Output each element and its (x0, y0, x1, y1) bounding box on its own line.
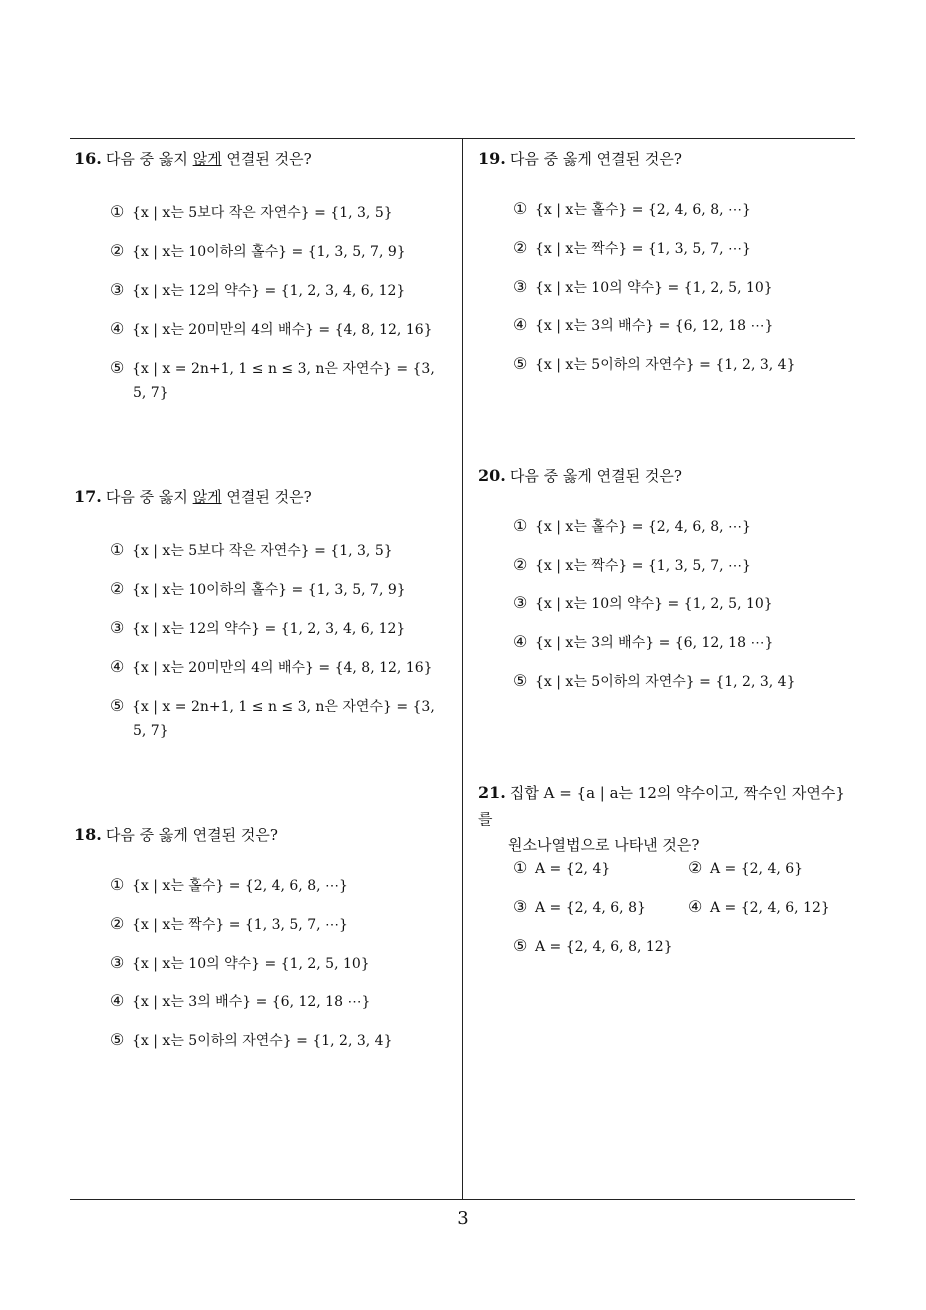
choice-text: {x | x는 홀수} = {2, 4, 6, 8, ⋯} (535, 519, 751, 535)
choice-mark: ④ (110, 319, 125, 338)
q20-choice-5[interactable] (513, 669, 795, 694)
choice-text: {x | x = 2n+1, 1 ≤ n ≤ 3, n은 자연수} = {3, (132, 699, 435, 715)
choice-text: {x | x는 짝수} = {1, 3, 5, 7, ⋯} (132, 917, 348, 933)
choice-mark: ⑤ (110, 1030, 125, 1049)
q21-choice-5[interactable] (513, 934, 673, 959)
choice-mark: ③ (513, 277, 528, 296)
choice-mark: ③ (110, 953, 125, 972)
choice-text: A = {2, 4} (535, 861, 611, 877)
question-19-header (478, 147, 682, 171)
choice-mark: ⑤ (513, 936, 528, 955)
choice-mark: ③ (110, 280, 125, 299)
choice-text: A = {2, 4, 6, 12} (710, 900, 830, 916)
choice-text: {x | x는 5이하의 자연수} = {1, 2, 3, 4} (535, 674, 796, 690)
choice-mark: ② (688, 858, 703, 877)
page-number: 3 (457, 1208, 469, 1229)
choice-text: A = {2, 4, 6} (710, 861, 804, 877)
choice-mark: ⑤ (110, 358, 125, 377)
q17-choice-1[interactable] (110, 538, 393, 563)
q20-choice-3[interactable] (513, 591, 773, 616)
question-number: 20. (478, 466, 506, 485)
choice-text: {x | x는 짝수} = {1, 3, 5, 7, ⋯} (535, 558, 751, 574)
q17-choice-5-continued: 5, 7} (133, 723, 169, 739)
question-21-header (478, 780, 858, 858)
choice-text: {x | x는 12의 약수} = {1, 2, 3, 4, 6, 12} (132, 283, 406, 299)
choice-mark: ② (110, 241, 125, 260)
q17-choice-2[interactable] (110, 577, 406, 602)
q21-choice-1[interactable] (513, 856, 610, 881)
choice-text: {x | x는 홀수} = {2, 4, 6, 8, ⋯} (535, 202, 751, 218)
question-number: 21. (478, 783, 506, 802)
q18-choice-5[interactable] (110, 1028, 392, 1053)
question-text: 다음 중 옳지 (105, 150, 193, 168)
choice-text: {x | x는 20미만의 4의 배수} = {4, 8, 12, 16} (132, 322, 433, 338)
question-text-line2: 원소나열법으로 나타낸 것은? (508, 836, 700, 854)
choice-text: {x | x는 짝수} = {1, 3, 5, 7, ⋯} (535, 241, 751, 257)
q16-choice-4[interactable] (110, 317, 433, 342)
q21-choice-2[interactable] (688, 856, 803, 881)
q21-choice-3[interactable] (513, 895, 646, 920)
q20-choice-4[interactable] (513, 630, 773, 655)
question-text: 연결된 것은? (221, 488, 312, 506)
choice-mark: ④ (513, 315, 528, 334)
question-number: 16. (74, 149, 102, 168)
question-text: 연결된 것은? (221, 150, 312, 168)
choice-mark: ④ (688, 897, 703, 916)
question-text: 다음 중 옳게 연결된 것은? (105, 826, 278, 844)
choice-mark: ② (110, 579, 125, 598)
question-20-header (478, 464, 682, 488)
choice-text: {x | x는 3의 배수} = {6, 12, 18 ⋯} (535, 318, 774, 334)
choice-text: {x | x는 10의 약수} = {1, 2, 5, 10} (535, 596, 773, 612)
q16-choice-5[interactable] (110, 356, 435, 381)
q17-choice-3[interactable] (110, 616, 405, 641)
question-number: 18. (74, 825, 102, 844)
q18-choice-3[interactable] (110, 951, 370, 976)
choice-mark: ⑤ (110, 696, 125, 715)
choice-mark: ① (110, 875, 125, 894)
question-17-header (74, 485, 312, 509)
choice-text: {x | x는 5이하의 자연수} = {1, 2, 3, 4} (535, 357, 796, 373)
choice-mark: ① (110, 202, 125, 221)
choice-mark: ④ (110, 991, 125, 1010)
choice-text: {x | x는 홀수} = {2, 4, 6, 8, ⋯} (132, 878, 348, 894)
question-text: 집합 A = {a | a는 12의 약수이고, 짝수인 자연수}를 (478, 784, 845, 828)
choice-mark: ① (513, 858, 528, 877)
choice-mark: ④ (110, 657, 125, 676)
choice-mark: ① (513, 199, 528, 218)
choice-mark: ② (110, 914, 125, 933)
q20-choice-2[interactable] (513, 553, 751, 578)
question-text: 다음 중 옳지 (105, 488, 193, 506)
choice-text: {x | x는 10의 약수} = {1, 2, 5, 10} (535, 280, 773, 296)
choice-text: {x | x는 5보다 작은 자연수} = {1, 3, 5} (132, 543, 393, 559)
choice-text: {x | x는 12의 약수} = {1, 2, 3, 4, 6, 12} (132, 621, 406, 637)
choice-mark: ⑤ (513, 671, 528, 690)
q19-choice-1[interactable] (513, 197, 751, 222)
choice-text: {x | x는 10이하의 홀수} = {1, 3, 5, 7, 9} (132, 582, 406, 598)
choice-mark: ⑤ (513, 354, 528, 373)
q19-choice-2[interactable] (513, 236, 751, 261)
question-number: 19. (478, 149, 506, 168)
choice-text: {x | x는 3의 배수} = {6, 12, 18 ⋯} (132, 994, 371, 1010)
choice-mark: ① (110, 540, 125, 559)
q18-choice-4[interactable] (110, 989, 370, 1014)
choice-text: {x | x는 5이하의 자연수} = {1, 2, 3, 4} (132, 1033, 393, 1049)
choice-mark: ④ (513, 632, 528, 651)
choice-text: {x | x는 10의 약수} = {1, 2, 5, 10} (132, 956, 370, 972)
q16-choice-1[interactable] (110, 200, 393, 225)
q18-choice-1[interactable] (110, 873, 348, 898)
choice-mark: ③ (513, 897, 528, 916)
question-underlined-word: 않게 (192, 150, 222, 168)
question-16-header (74, 147, 312, 171)
q17-choice-4[interactable] (110, 655, 433, 680)
question-number: 17. (74, 487, 102, 506)
choice-text: {x | x = 2n+1, 1 ≤ n ≤ 3, n은 자연수} = {3, (132, 361, 435, 377)
choice-mark: ② (513, 238, 528, 257)
q19-choice-4[interactable] (513, 313, 773, 338)
q21-choice-4[interactable] (688, 895, 830, 920)
choice-mark: ① (513, 516, 528, 535)
choice-mark: ③ (110, 618, 125, 637)
choice-text: A = {2, 4, 6, 8, 12} (535, 939, 673, 955)
question-text: 다음 중 옳게 연결된 것은? (509, 150, 682, 168)
question-18-header (74, 823, 278, 847)
bottom-rule (70, 1199, 855, 1200)
q16-choice-5-continued: 5, 7} (133, 385, 169, 401)
question-underlined-word: 않게 (192, 488, 222, 506)
choice-text: {x | x는 10이하의 홀수} = {1, 3, 5, 7, 9} (132, 244, 406, 260)
choice-text: {x | x는 20미만의 4의 배수} = {4, 8, 12, 16} (132, 660, 433, 676)
choice-mark: ② (513, 555, 528, 574)
q19-choice-5[interactable] (513, 352, 795, 377)
choice-text: A = {2, 4, 6, 8} (535, 900, 646, 916)
choice-text: {x | x는 5보다 작은 자연수} = {1, 3, 5} (132, 205, 393, 221)
q20-choice-1[interactable] (513, 514, 751, 539)
q18-choice-2[interactable] (110, 912, 348, 937)
question-text: 다음 중 옳게 연결된 것은? (509, 467, 682, 485)
q19-choice-3[interactable] (513, 275, 773, 300)
q16-choice-2[interactable] (110, 239, 406, 264)
choice-mark: ③ (513, 593, 528, 612)
q17-choice-5[interactable] (110, 694, 435, 719)
column-divider (462, 139, 463, 1199)
choice-text: {x | x는 3의 배수} = {6, 12, 18 ⋯} (535, 635, 774, 651)
q16-choice-3[interactable] (110, 278, 405, 303)
